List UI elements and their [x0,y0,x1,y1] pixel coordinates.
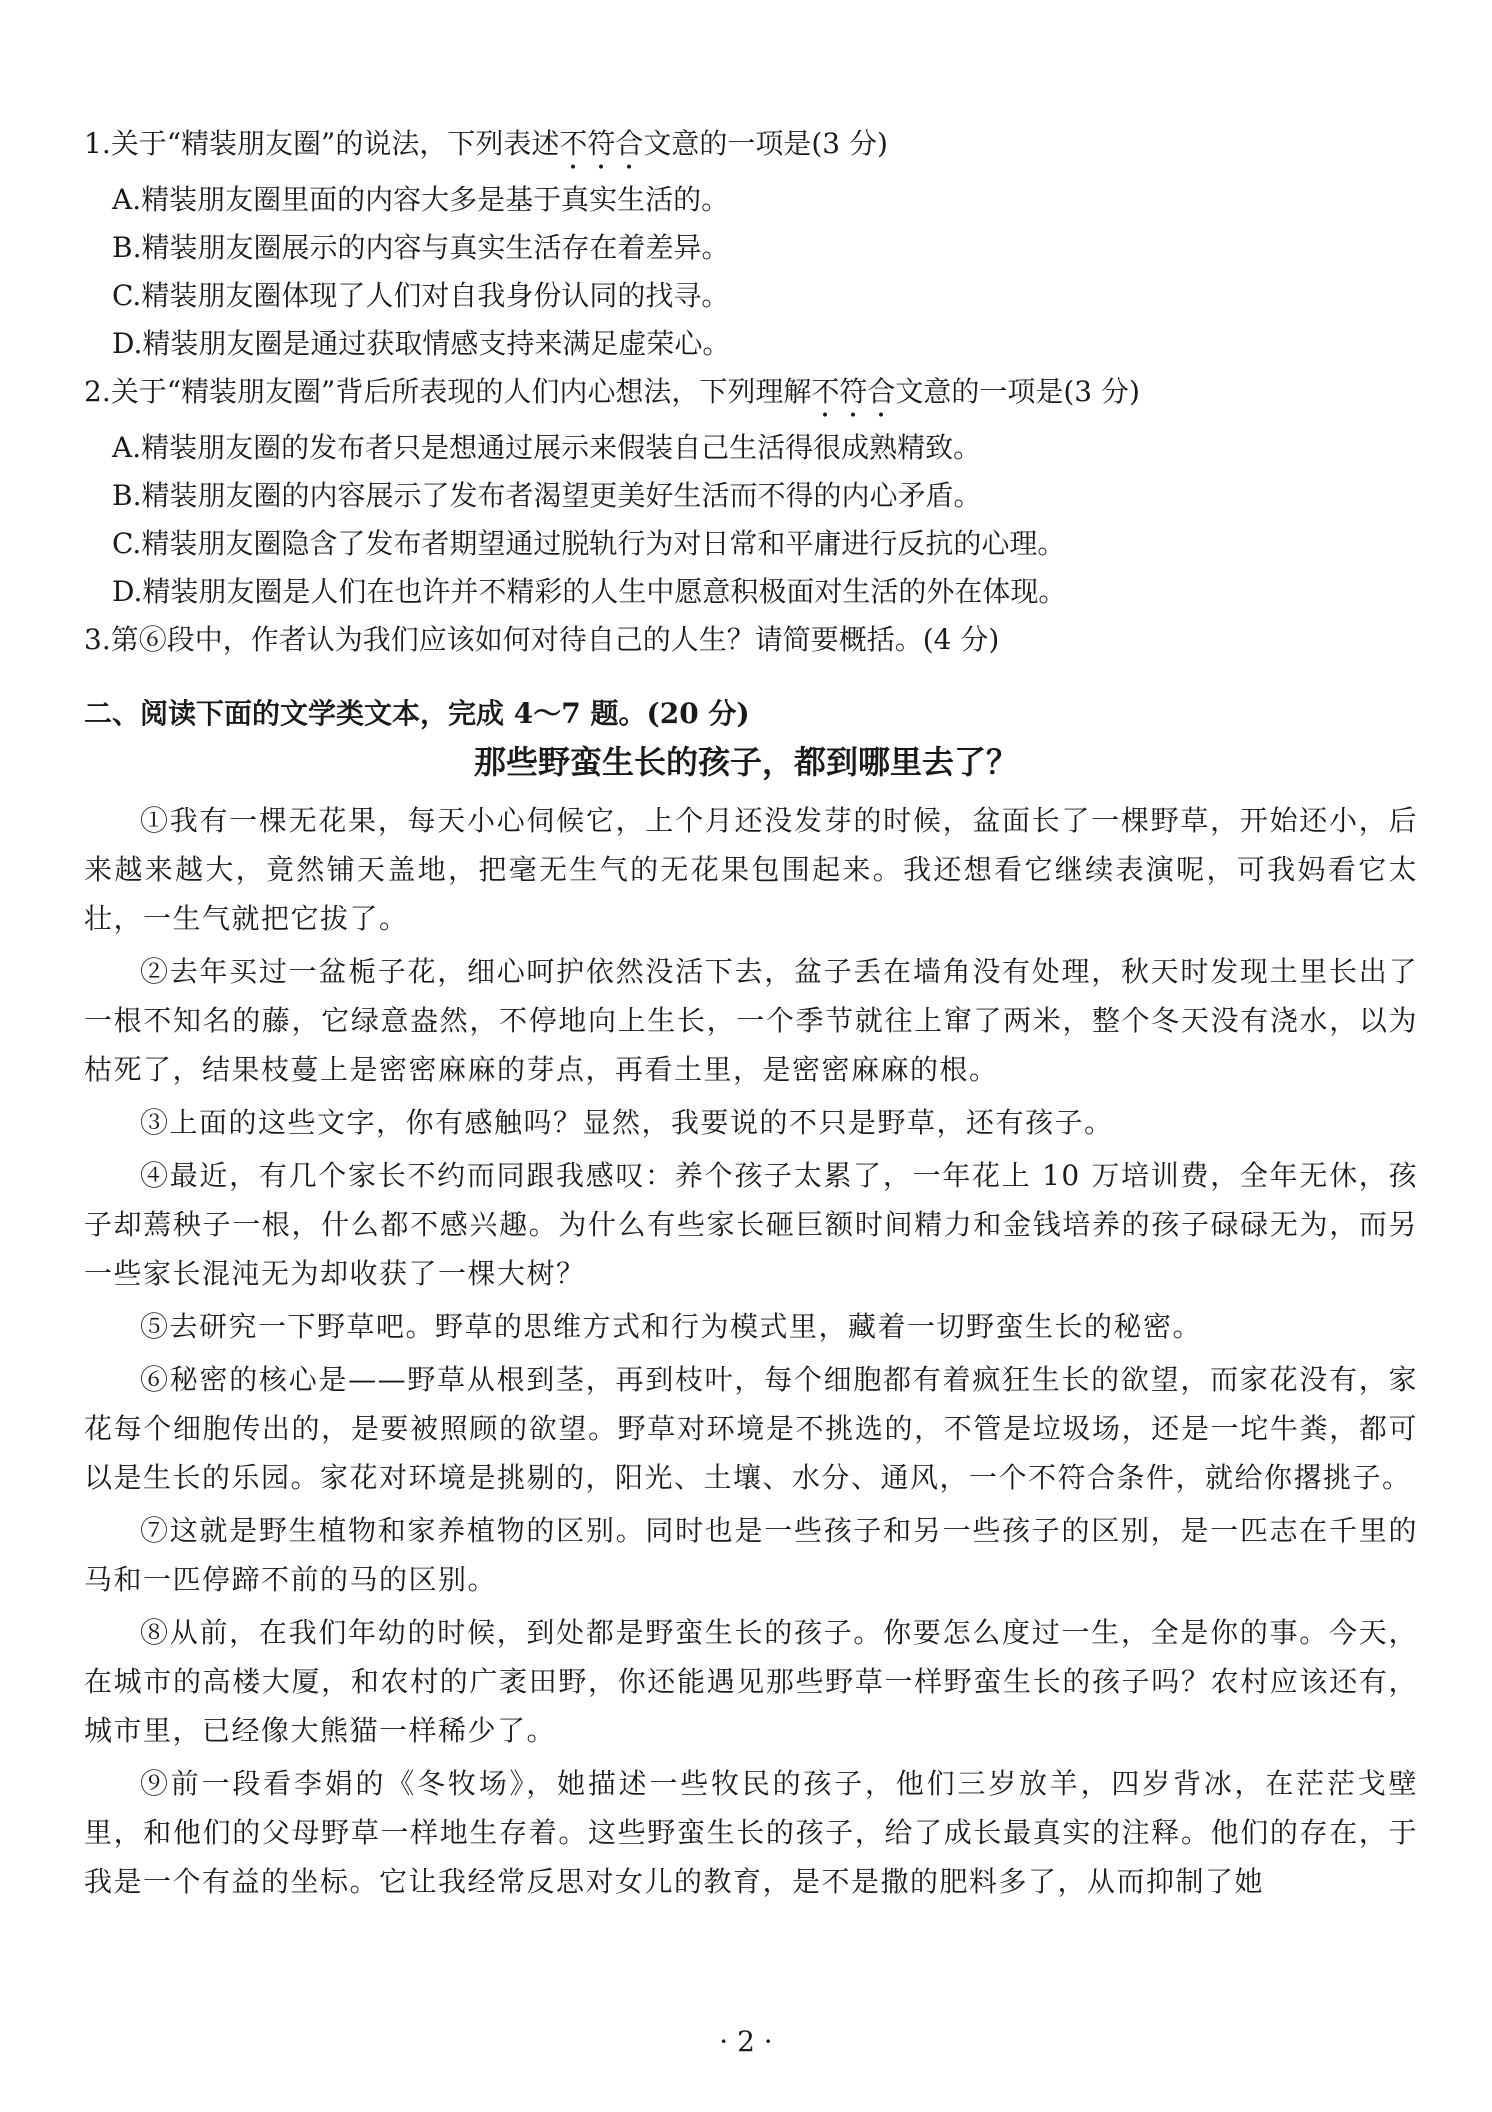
paragraph-5: ⑤去研究一下野草吧。野草的思维方式和行为模式里，藏着一切野蛮生长的秘密。 [140,1310,1203,1343]
question-1-option-b: B.精装朋友圈展示的内容与真实生活存在着差异。 [112,231,730,264]
question-2-emphasis: 不符合 [811,375,896,408]
question-2-option-b: B.精装朋友圈的内容展示了发布者渴望更美好生活而不得的内心矛盾。 [112,479,982,512]
question-2-option-a: A.精装朋友圈的发布者只是想通过展示来假装自己生活得很成熟精致。 [112,431,982,464]
paragraph-8: ⑧从前，在我们年幼的时候，到处都是野蛮生长的孩子。你要怎么度过一生，全是你的事。今天，在城市的高楼大厦，和农村的广袤田野，你还能遇见那些野草一样野蛮生长的孩子吗？农村应该还有，城市里，已经像大熊猫一样稀少了。 [84,1616,1418,1747]
question-2-stem-text: 2.关于“精装朋友圈”背后所表现的人们内心想法，下列理解 [84,375,812,408]
paragraph-9: ⑨前一段看李娟的《冬牧场》，她描述一些牧民的孩子，他们三岁放羊，四岁背冰，在茫茫戈壁里，和他们的父母野草一样地生存着。这些野蛮生长的孩子，给了成长最真实的注释。他们的存在，于我是一个有益的坐标。它让我经常反思对女儿的教育，是不是撒的肥料多了，从而抑制了她 [84,1767,1418,1898]
question-1-option-a: A.精装朋友圈里面的内容大多是基于真实生活的。 [112,183,730,216]
paragraph-1: ①我有一棵无花果，每天小心伺候它，上个月还没发芽的时候，盆面长了一棵野草，开始还小，后来越来越大，竟然铺天盖地，把毫无生气的无花果包围起来。我还想看它继续表演呢，可我妈看它太壮，一生气就把它拔了。 [84,804,1418,935]
questions-block [84,120,1414,664]
question-1-stem-text: 1.关于“精装朋友圈”的说法，下列表述 [84,127,560,160]
paragraph-3: ③上面的这些文字，你有感触吗？显然，我要说的不只是野草，还有孩子。 [140,1106,1114,1139]
question-3-stem: 3.第⑥段中，作者认为我们应该如何对待自己的人生？请简要概括。(4 分) [84,623,1000,656]
page-number: · 2 · [719,2025,773,2058]
question-1-option-d: D.精装朋友圈是通过获取情感支持来满足虚荣心。 [112,327,731,360]
question-2-stem [84,368,1414,424]
question-1-stem-tail: 文意的一项是(3 分) [643,127,888,160]
section-2-heading: 二、阅读下面的文学类文本，完成 4～7 题。(20 分) [84,697,750,730]
paragraph-6: ⑥秘密的核心是——野草从根到茎，再到枝叶，每个细胞都有着疯狂生长的欲望，而家花没有，家花每个细胞传出的，是要被照顾的欲望。野草对环境是不挑选的，不管是垃圾场，还是一坨牛粪，都可以是生长的乐园。家花对环境是挑剔的，阳光、土壤、水分、通风，一个不符合条件，就给你撂挑子。 [84,1363,1418,1494]
question-1-option-c: C.精装朋友圈体现了人们对自我身份认同的找寻。 [112,279,730,312]
question-1-stem [84,120,1414,176]
article-body [84,796,1418,1910]
paragraph-2: ②去年买过一盆栀子花，细心呵护依然没活下去，盆子丢在墙角没有处理，秋天时发现土里长出了一根不知名的藤，它绿意盎然，不停地向上生长，一个季节就往上窜了两米，整个冬天没有浇水，以为枯死了，结果枝蔓上是密密麻麻的芽点，再看土里，是密密麻麻的根。 [84,955,1418,1086]
question-2-option-d: D.精装朋友圈是人们在也许并不精彩的人生中愿意积极面对生活的外在体现。 [112,575,1067,608]
question-2-stem-tail: 文意的一项是(3 分) [895,375,1140,408]
paragraph-4: ④最近，有几个家长不约而同跟我感叹：养个孩子太累了，一年花上 10 万培训费，全年无休，孩子却蔫秧子一根，什么都不感兴趣。为什么有些家长砸巨额时间精力和金钱培养的孩子碌碌无为，而另一些家长混沌无为却收获了一棵大树？ [84,1159,1418,1290]
question-2-option-c: C.精装朋友圈隐含了发布者期望通过脱轨行为对日常和平庸进行反抗的心理。 [112,527,1066,560]
question-1-emphasis: 不符合 [559,127,644,160]
article-title: 那些野蛮生长的孩子，都到哪里去了？ [473,743,1018,781]
paragraph-7: ⑦这就是野生植物和家养植物的区别。同时也是一些孩子和另一些孩子的区别，是一匹志在千里的马和一匹停蹄不前的马的区别。 [84,1514,1418,1596]
